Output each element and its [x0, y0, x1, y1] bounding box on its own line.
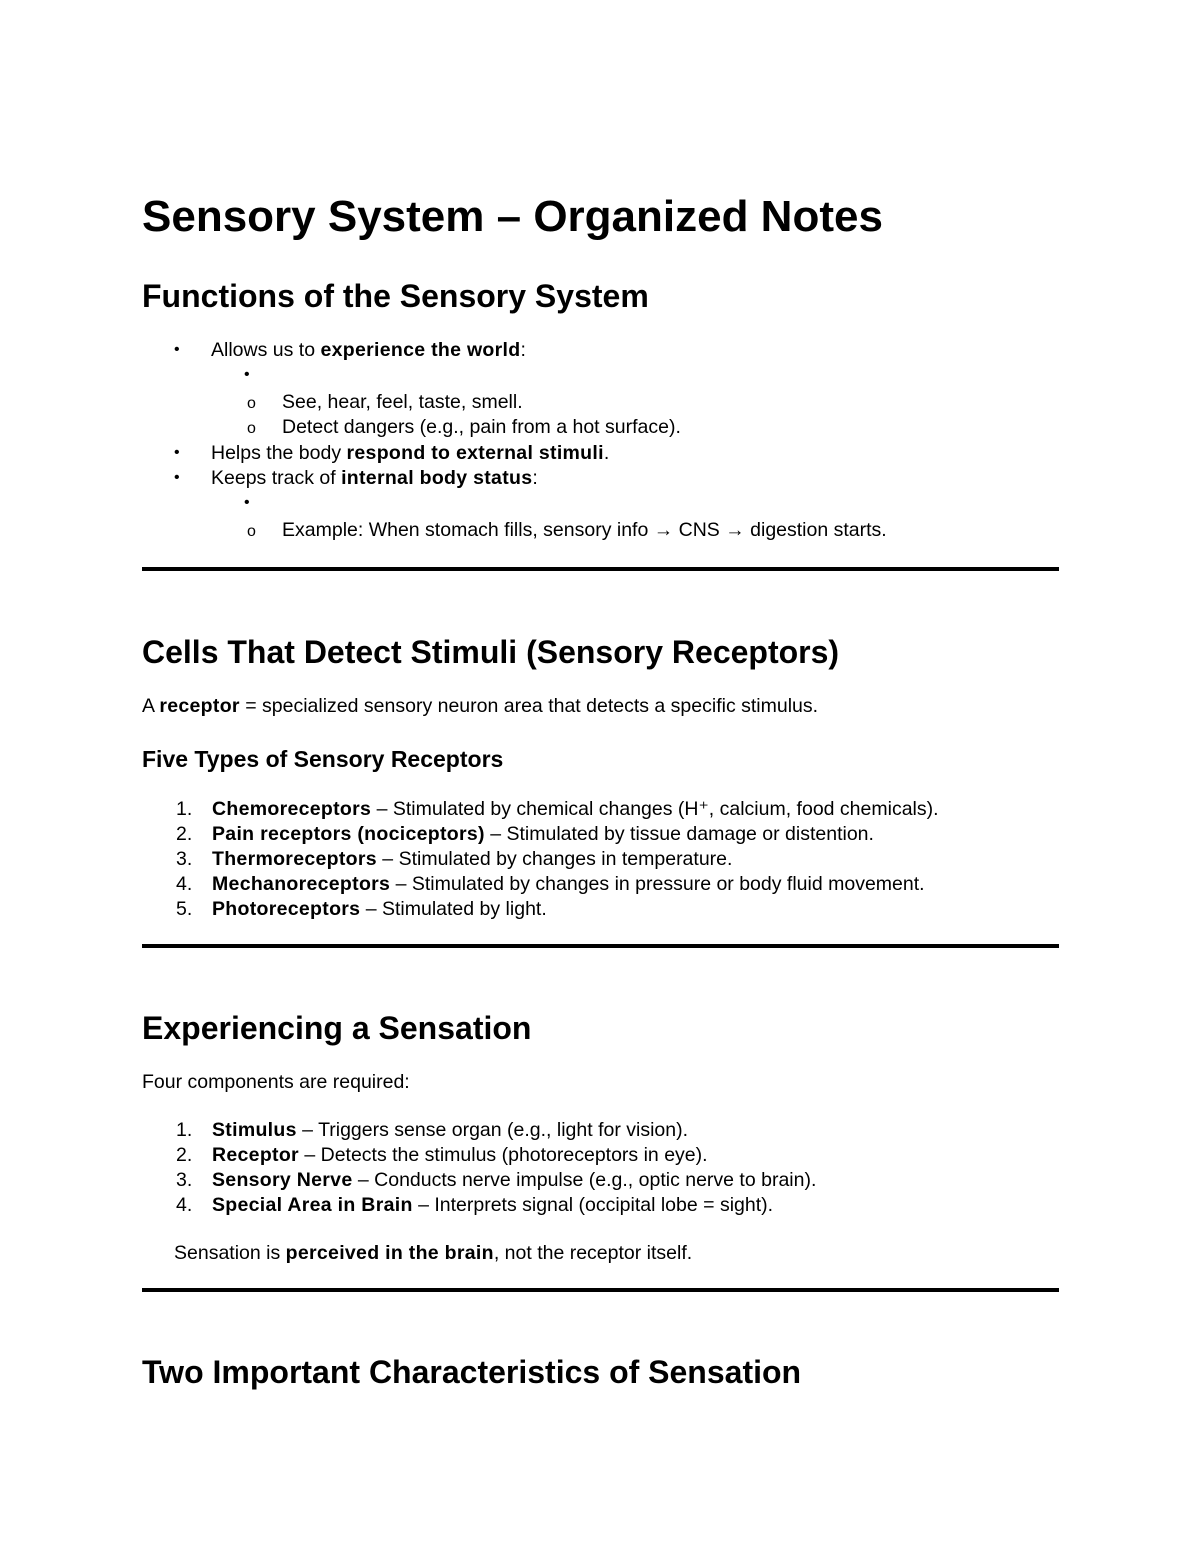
bullet-marker: • — [244, 366, 250, 383]
page-title: Sensory System – Organized Notes — [142, 192, 883, 241]
bullet-marker: • — [174, 341, 180, 358]
sub-bullet-marker: o — [247, 420, 256, 437]
list-item: Helps the body respond to external stimuli. — [211, 442, 610, 464]
list-number: 1. — [176, 1119, 193, 1141]
bullet-marker: • — [244, 494, 250, 511]
section-heading-receptors: Cells That Detect Stimuli (Sensory Receptors) — [142, 634, 840, 670]
section-divider — [142, 944, 1059, 948]
list-number: 5. — [176, 898, 193, 920]
list-number: 2. — [176, 823, 193, 845]
section-divider — [142, 1288, 1059, 1292]
list-item: Keeps track of internal body status: — [211, 467, 538, 489]
list-number: 3. — [176, 848, 193, 870]
list-number: 1. — [176, 798, 193, 820]
list-item: Allows us to experience the world: — [211, 339, 526, 361]
sensation-intro: Four components are required: — [142, 1071, 410, 1093]
list-item: Pain receptors (nociceptors) – Stimulated by tissue damage or distention. — [212, 823, 874, 845]
list-item: Chemoreceptors – Stimulated by chemical changes (H⁺, calcium, food chemicals). — [212, 798, 939, 820]
list-item: See, hear, feel, taste, smell. — [282, 391, 523, 413]
list-number: 3. — [176, 1169, 193, 1191]
section-heading-functions: Functions of the Sensory System — [142, 278, 649, 314]
section-divider — [142, 567, 1059, 571]
list-item: Thermoreceptors – Stimulated by changes in temperature. — [212, 848, 733, 870]
section-heading-sensation: Experiencing a Sensation — [142, 1010, 532, 1046]
list-item: Photoreceptors – Stimulated by light. — [212, 898, 547, 920]
list-number: 4. — [176, 873, 193, 895]
bullet-marker: • — [174, 444, 180, 461]
list-item: Detect dangers (e.g., pain from a hot surface). — [282, 416, 681, 438]
sub-bullet-marker: o — [247, 523, 256, 540]
list-number: 4. — [176, 1194, 193, 1216]
list-item: Sensory Nerve – Conducts nerve impulse (e.g., optic nerve to brain). — [212, 1169, 817, 1191]
list-item: Special Area in Brain – Interprets signal (occipital lobe = sight). — [212, 1194, 774, 1216]
list-item: Example: When stomach fills, sensory info → CNS → digestion starts. — [282, 519, 887, 541]
receptor-definition: A receptor = specialized sensory neuron area that detects a specific stimulus. — [142, 695, 819, 717]
bullet-marker: • — [174, 469, 180, 486]
list-item: Mechanoreceptors – Stimulated by changes in pressure or body fluid movement. — [212, 873, 925, 895]
subsection-heading-receptor-types: Five Types of Sensory Receptors — [142, 746, 504, 772]
list-number: 2. — [176, 1144, 193, 1166]
sub-bullet-marker: o — [247, 395, 256, 412]
sensation-note: Sensation is perceived in the brain, not the receptor itself. — [174, 1242, 693, 1264]
list-item: Receptor – Detects the stimulus (photoreceptors in eye). — [212, 1144, 708, 1166]
section-heading-characteristics: Two Important Characteristics of Sensation — [142, 1354, 802, 1390]
list-item: Stimulus – Triggers sense organ (e.g., light for vision). — [212, 1119, 689, 1141]
